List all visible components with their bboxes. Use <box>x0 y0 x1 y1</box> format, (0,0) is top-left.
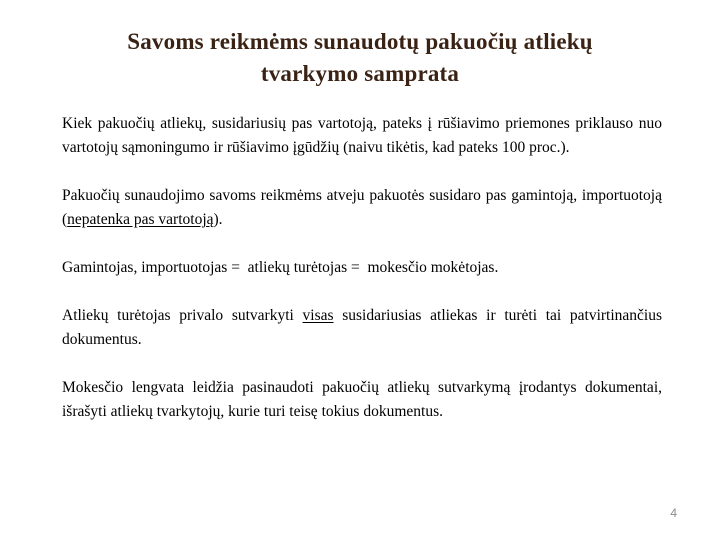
text-segment: Kiek pakuočių atliekų, susidariusių pas vartotoją, pateks į rūšiavimo priemones priklauso nuo vartotojų sąmoningumo ir rūšiavimo įgūdžių (naivu tikėtis, kad pateks 100 proc.). <box>62 115 666 156</box>
underlined-text: visas <box>302 307 334 324</box>
slide-title <box>30 26 690 90</box>
paragraph-3 <box>62 256 662 280</box>
paragraph-1 <box>62 112 666 160</box>
paragraph-4 <box>62 304 666 352</box>
slide-title-line1: Savoms reikmėms sunaudotų pakuočių atliekų <box>127 29 593 54</box>
text-segment: ). <box>213 211 223 228</box>
slide-body <box>62 112 666 448</box>
text-segment: Pakuočių sunaudojimo savoms reikmėms atveju pakuotės susidaro pas gamintoją, importuotoją ( <box>62 187 666 228</box>
text-segment: susidariusias atliekas ir turėti tai patvirtinančius dokumentus. <box>62 307 666 348</box>
paragraph-5 <box>62 376 666 424</box>
text-segment: Gamintojas, importuotojas = atliekų turėtojas = mokesčio mokėtojas. <box>62 259 499 276</box>
paragraph-2 <box>62 184 666 232</box>
page-number: 4 <box>670 506 677 520</box>
text-segment: Atliekų turėtojas privalo sutvarkyti <box>62 307 303 324</box>
text-segment: Mokesčio lengvata leidžia pasinaudoti pakuočių atliekų sutvarkymą įrodantys dokumentai, išrašyti atliekų tvarkytojų, kurie turi teisę tokius dokumentus. <box>62 379 666 420</box>
slide-title-line2: tvarkymo samprata <box>260 61 460 86</box>
underlined-text: nepatenka pas vartotoją <box>67 211 214 228</box>
